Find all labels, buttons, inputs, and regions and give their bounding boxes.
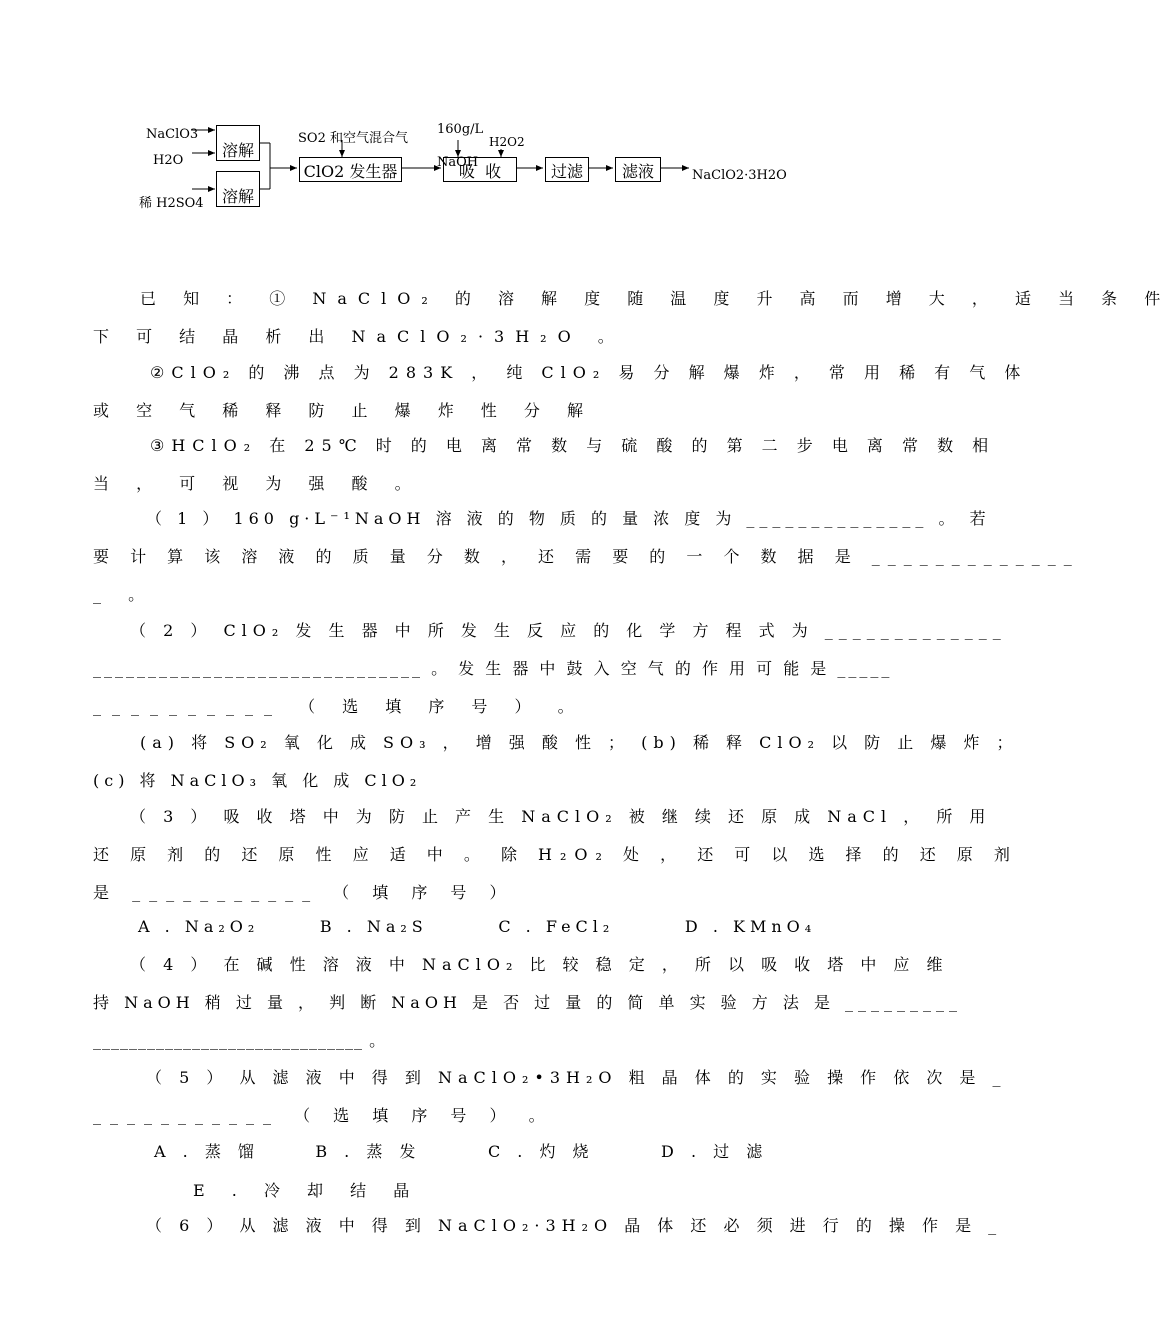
filter-label: 过滤 bbox=[550, 162, 583, 181]
text-line-22: （ 5 ） 从 滤 液 中 得 到 NaClO₂•3H₂O 粗 晶 体 的 实 验 操 作 依 次 是 _ bbox=[146, 1068, 1007, 1087]
choices-q3: A . Na₂O₂ B . Na₂S C . FeCl₂ D . KMnO₄ bbox=[138, 917, 817, 936]
naoh-label: NaOH bbox=[437, 155, 479, 170]
text-line-14: (c) 将 NaClO₃ 氧 化 成 ClO₂ bbox=[93, 771, 422, 790]
text-line-4: 或 空 气 稀 释 防 止 爆 炸 性 分 解 bbox=[93, 401, 594, 420]
absorption-label: 吸 收 bbox=[458, 162, 502, 181]
gas-mixture-label: SO2 和空气混合气 bbox=[298, 131, 408, 146]
dissolve-box-1 bbox=[216, 125, 260, 161]
text-line-3: ②ClO₂ 的 沸 点 为 283K ， 纯 ClO₂ 易 分 解 爆 炸 ， 常 用 稀 有 气 体 bbox=[150, 363, 1028, 382]
clo2-generator-box bbox=[299, 157, 402, 182]
dissolve-box-2 bbox=[216, 171, 260, 207]
product-label: NaClO2·3H2O bbox=[692, 168, 787, 183]
text-line-17: 是 ___________ （ 填 序 号 ） bbox=[93, 883, 515, 902]
text-line-10: （ 2 ） ClO₂ 发 生 器 中 所 发 生 反 应 的 化 学 方 程 式 为 _____________ bbox=[130, 621, 1007, 640]
text-line-1: 已 知 ： ① NaClO₂ 的 溶 解 度 随 温 度 升 高 而 增 大 ， 适 当 条 件 bbox=[140, 289, 1171, 308]
text-line-20: 持 NaOH 稍 过 量 ， 判 断 NaOH 是 否 过 量 的 简 单 实 验 方 法 是 _________ bbox=[93, 993, 963, 1012]
choices-q5: A . 蒸 馏 B . 蒸 发 C . 灼 烧 D . 过 滤 bbox=[154, 1142, 769, 1161]
text-line-11: ______________________________ 。 发 生 器 中 鼓 入 空 气 的 作 用 可 能 是 _____ bbox=[93, 659, 893, 678]
input-sulfuric-acid: 稀 H2SO4 bbox=[139, 196, 204, 211]
filtrate-box bbox=[615, 157, 661, 182]
text-line-12: __________ （ 选 填 序 号 ） 。 bbox=[93, 697, 585, 716]
text-line-8: 要 计 算 该 溶 液 的 质 量 分 数 ， 还 需 要 的 一 个 数 据 是 _____________ bbox=[93, 547, 1080, 566]
text-line-5: ③HClO₂ 在 25℃ 时 的 电 离 常 数 与 硫 酸 的 第 二 步 电 离 常 数 相 bbox=[150, 436, 996, 455]
text-line-9: _ 。 bbox=[93, 585, 156, 604]
text-line-7: （ 1 ） 160 g·L⁻¹NaOH 溶 液 的 物 质 的 量 浓 度 为 ______________ 。 若 bbox=[146, 509, 991, 528]
filter-box bbox=[545, 157, 589, 182]
input-naclo3: NaClO3 bbox=[146, 127, 199, 142]
text-line-23: ___________ （ 选 填 序 号 ） 。 bbox=[93, 1106, 554, 1125]
text-line-6: 当 ， 可 视 为 强 酸 。 bbox=[93, 474, 422, 493]
text-line-16: 还 原 剂 的 还 原 性 应 适 中 。 除 H₂O₂ 处 ， 还 可 以 选 择 的 还 原 剂 bbox=[93, 845, 1018, 864]
process-flowchart bbox=[0, 0, 950, 230]
clo2-generator-label: ClO2 发生器 bbox=[303, 162, 398, 181]
naoh-concentration-label: 160g/L bbox=[437, 122, 484, 137]
dissolve-label-1: 溶解 bbox=[221, 141, 254, 160]
text-line-15: （ 3 ） 吸 收 塔 中 为 防 止 产 生 NaClO₂ 被 继 续 还 原 成 NaCl ， 所 用 bbox=[130, 807, 992, 826]
text-line-21: ______________________________ 。 bbox=[93, 1031, 387, 1050]
text-line-2: 下 可 结 晶 析 出 NaClO₂·3H₂O 。 bbox=[93, 327, 625, 346]
h2o2-label: H2O2 bbox=[489, 135, 525, 149]
choice-e: E . 冷 却 结 晶 bbox=[193, 1181, 421, 1200]
text-line-26: （ 6 ） 从 滤 液 中 得 到 NaClO₂·3H₂O 晶 体 还 必 须 进 行 的 操 作 是 _ bbox=[146, 1216, 1003, 1235]
filtrate-label: 滤液 bbox=[621, 162, 654, 181]
dissolve-label-2: 溶解 bbox=[221, 187, 254, 206]
text-line-19: （ 4 ） 在 碱 性 溶 液 中 NaClO₂ 比 较 稳 定 ， 所 以 吸 收 塔 中 应 维 bbox=[130, 955, 949, 974]
input-water: H2O bbox=[153, 153, 184, 168]
text-line-13: (a) 将 SO₂ 氧 化 成 SO₃ ， 增 强 酸 性 ； (b) 稀 释 ClO₂ 以 防 止 爆 炸 ； bbox=[140, 733, 1019, 752]
